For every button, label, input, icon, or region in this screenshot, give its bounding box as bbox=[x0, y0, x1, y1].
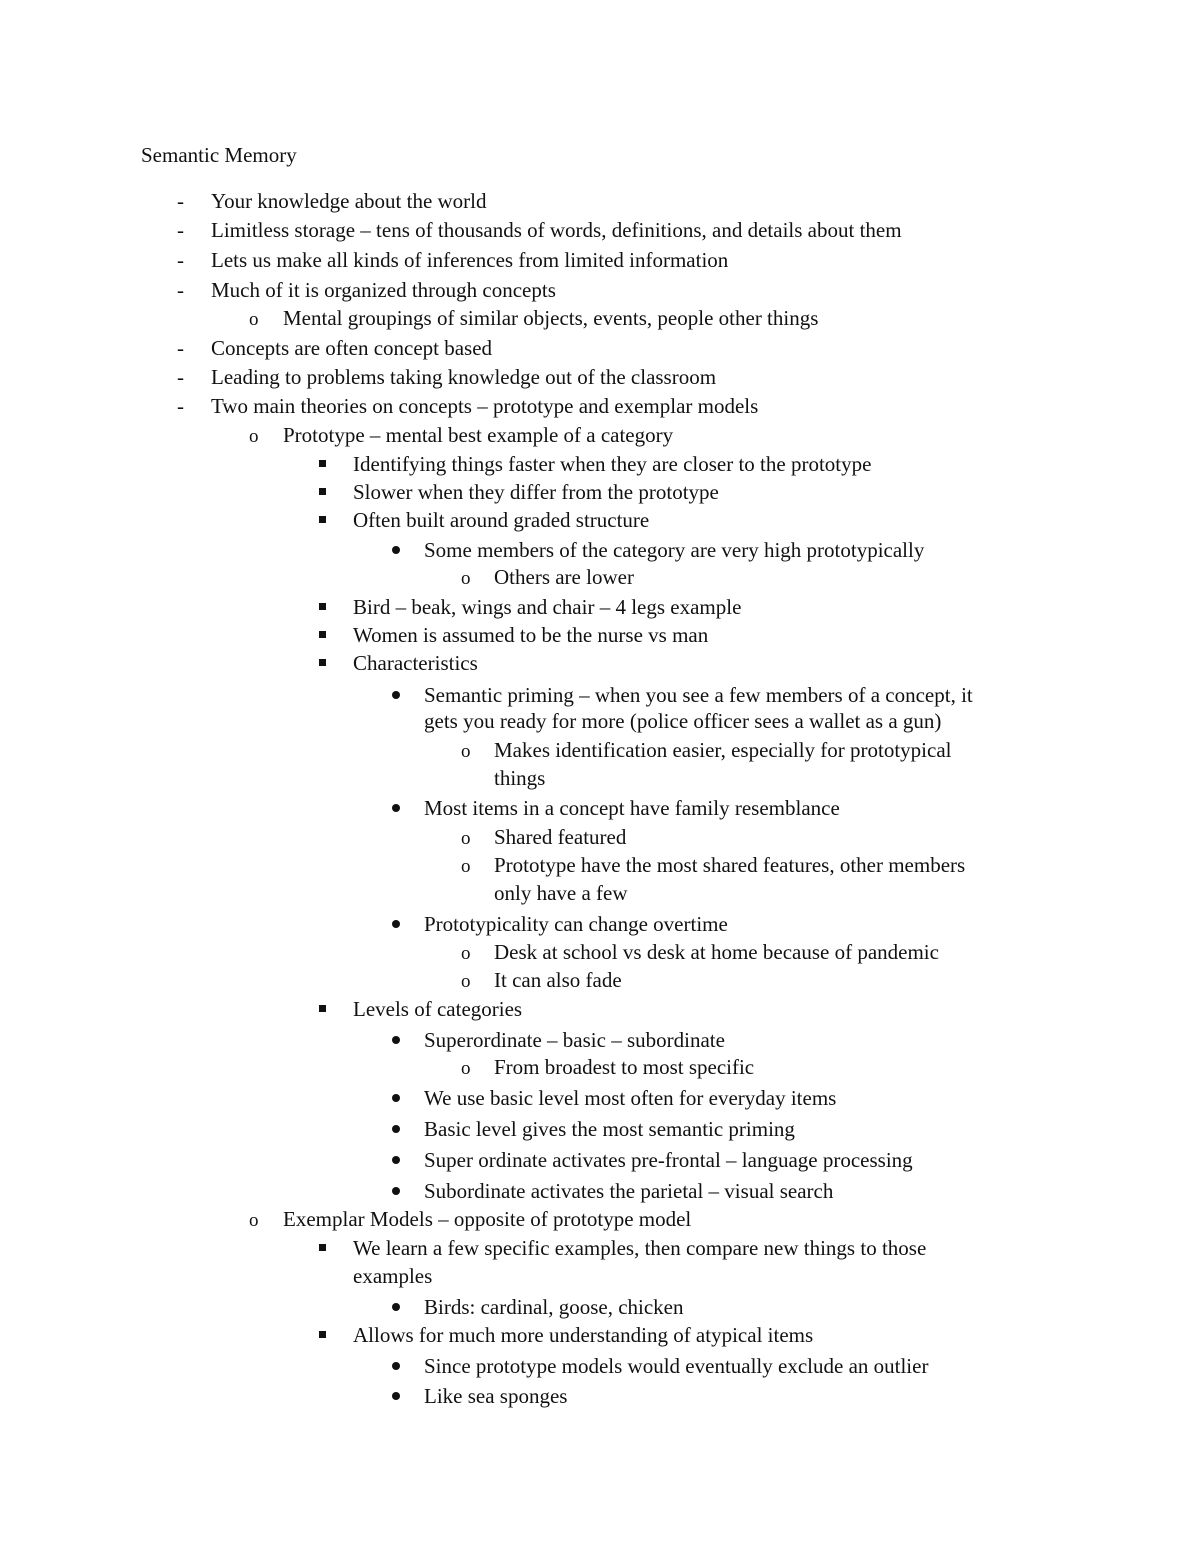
outline-item-text: Prototypicality can change overtime bbox=[424, 912, 728, 936]
outline-item-text: things bbox=[494, 766, 546, 790]
dash-bullet-icon bbox=[177, 392, 184, 420]
outline-item-text: Basic level gives the most semantic priming bbox=[424, 1117, 795, 1141]
outline-item-text: We learn a few specific examples, then compare new things to those bbox=[353, 1236, 927, 1260]
dash-bullet-icon bbox=[177, 363, 184, 391]
dot-bullet-icon bbox=[392, 1362, 400, 1370]
outline-item-text: Birds: cardinal, goose, chicken bbox=[424, 1295, 684, 1319]
circle-bullet-icon bbox=[461, 563, 471, 593]
outline-item-text: From broadest to most specific bbox=[494, 1055, 755, 1079]
outline-item-text: We use basic level most often for everyday items bbox=[424, 1086, 837, 1110]
circle-bullet-icon bbox=[249, 1205, 259, 1235]
outline-item-text: Most items in a concept have family resemblance bbox=[424, 796, 840, 820]
outline-item-text: Limitless storage – tens of thousands of words, definitions, and details about them bbox=[211, 218, 902, 242]
outline-item-text: Leading to problems taking knowledge out of the classroom bbox=[211, 365, 717, 389]
circle-bullet-icon bbox=[249, 421, 259, 451]
dash-bullet-icon bbox=[177, 187, 184, 215]
outline-item-text: Some members of the category are very high prototypically bbox=[424, 538, 925, 562]
outline-item-text: Mental groupings of similar objects, events, people other things bbox=[283, 306, 819, 330]
outline-item-text: Super ordinate activates pre-frontal – language processing bbox=[424, 1148, 913, 1172]
outline-item-text: examples bbox=[353, 1264, 433, 1288]
dash-bullet-icon bbox=[177, 246, 184, 274]
outline-item-text: Women is assumed to be the nurse vs man bbox=[353, 623, 709, 647]
square-bullet-icon bbox=[319, 631, 326, 638]
outline-item-text: It can also fade bbox=[494, 968, 622, 992]
dot-bullet-icon bbox=[392, 1156, 400, 1164]
square-bullet-icon bbox=[319, 1244, 326, 1251]
outline-item-text: Allows for much more understanding of atypical items bbox=[353, 1323, 814, 1347]
outline-item-text: Exemplar Models – opposite of prototype model bbox=[283, 1207, 692, 1231]
square-bullet-icon bbox=[319, 516, 326, 523]
dot-bullet-icon bbox=[392, 920, 400, 928]
outline-item-text: Subordinate activates the parietal – visual search bbox=[424, 1179, 834, 1203]
circle-bullet-icon bbox=[461, 938, 471, 968]
dot-bullet-icon bbox=[392, 546, 400, 554]
square-bullet-icon bbox=[319, 603, 326, 610]
circle-bullet-icon bbox=[249, 304, 259, 334]
outline-item-text: only have a few bbox=[494, 881, 628, 905]
dot-bullet-icon bbox=[392, 1094, 400, 1102]
outline-item-text: Two main theories on concepts – prototype and exemplar models bbox=[211, 394, 759, 418]
dot-bullet-icon bbox=[392, 691, 400, 699]
outline-item-text: Concepts are often concept based bbox=[211, 336, 493, 360]
outline-item-text: Prototype have the most shared features, other members bbox=[494, 853, 966, 877]
dash-bullet-icon bbox=[177, 216, 184, 244]
outline-item-text: Semantic priming – when you see a few members of a concept, it bbox=[424, 683, 973, 707]
square-bullet-icon bbox=[319, 1331, 326, 1338]
dash-bullet-icon bbox=[177, 276, 184, 304]
outline-item-text: Shared featured bbox=[494, 825, 627, 849]
outline-item-text: Desk at school vs desk at home because of pandemic bbox=[494, 940, 939, 964]
outline-item-text: Prototype – mental best example of a category bbox=[283, 423, 674, 447]
square-bullet-icon bbox=[319, 460, 326, 467]
outline-item-text: Lets us make all kinds of inferences from limited information bbox=[211, 248, 729, 272]
outline-item-text: Slower when they differ from the prototype bbox=[353, 480, 719, 504]
outline-item-text: Bird – beak, wings and chair – 4 legs example bbox=[353, 595, 742, 619]
outline-item-text: Characteristics bbox=[353, 651, 478, 675]
circle-bullet-icon bbox=[461, 851, 471, 881]
outline-item-text: Levels of categories bbox=[353, 997, 523, 1021]
circle-bullet-icon bbox=[461, 823, 471, 853]
dot-bullet-icon bbox=[392, 804, 400, 812]
outline-item-text: gets you ready for more (police officer sees a wallet as a gun) bbox=[424, 709, 942, 733]
dash-bullet-icon bbox=[177, 334, 184, 362]
square-bullet-icon bbox=[319, 488, 326, 495]
circle-bullet-icon bbox=[461, 736, 471, 766]
square-bullet-icon bbox=[319, 1005, 326, 1012]
circle-bullet-icon bbox=[461, 966, 471, 996]
circle-bullet-icon bbox=[461, 1053, 471, 1083]
dot-bullet-icon bbox=[392, 1392, 400, 1400]
dot-bullet-icon bbox=[392, 1125, 400, 1133]
outline-item-text: Identifying things faster when they are closer to the prototype bbox=[353, 452, 872, 476]
outline-item-text: Makes identification easier, especially for prototypical bbox=[494, 738, 952, 762]
dot-bullet-icon bbox=[392, 1303, 400, 1311]
outline-item-text: Since prototype models would eventually exclude an outlier bbox=[424, 1354, 929, 1378]
outline-item-text: Much of it is organized through concepts bbox=[211, 278, 556, 302]
outline-item-text: Superordinate – basic – subordinate bbox=[424, 1028, 725, 1052]
outline-item-text: Your knowledge about the world bbox=[211, 189, 487, 213]
outline-item-text: Often built around graded structure bbox=[353, 508, 650, 532]
square-bullet-icon bbox=[319, 659, 326, 666]
outline-item-text: Others are lower bbox=[494, 565, 634, 589]
outline-item-text: Like sea sponges bbox=[424, 1384, 568, 1408]
dot-bullet-icon bbox=[392, 1187, 400, 1195]
document-title: Semantic Memory bbox=[141, 143, 297, 167]
dot-bullet-icon bbox=[392, 1036, 400, 1044]
